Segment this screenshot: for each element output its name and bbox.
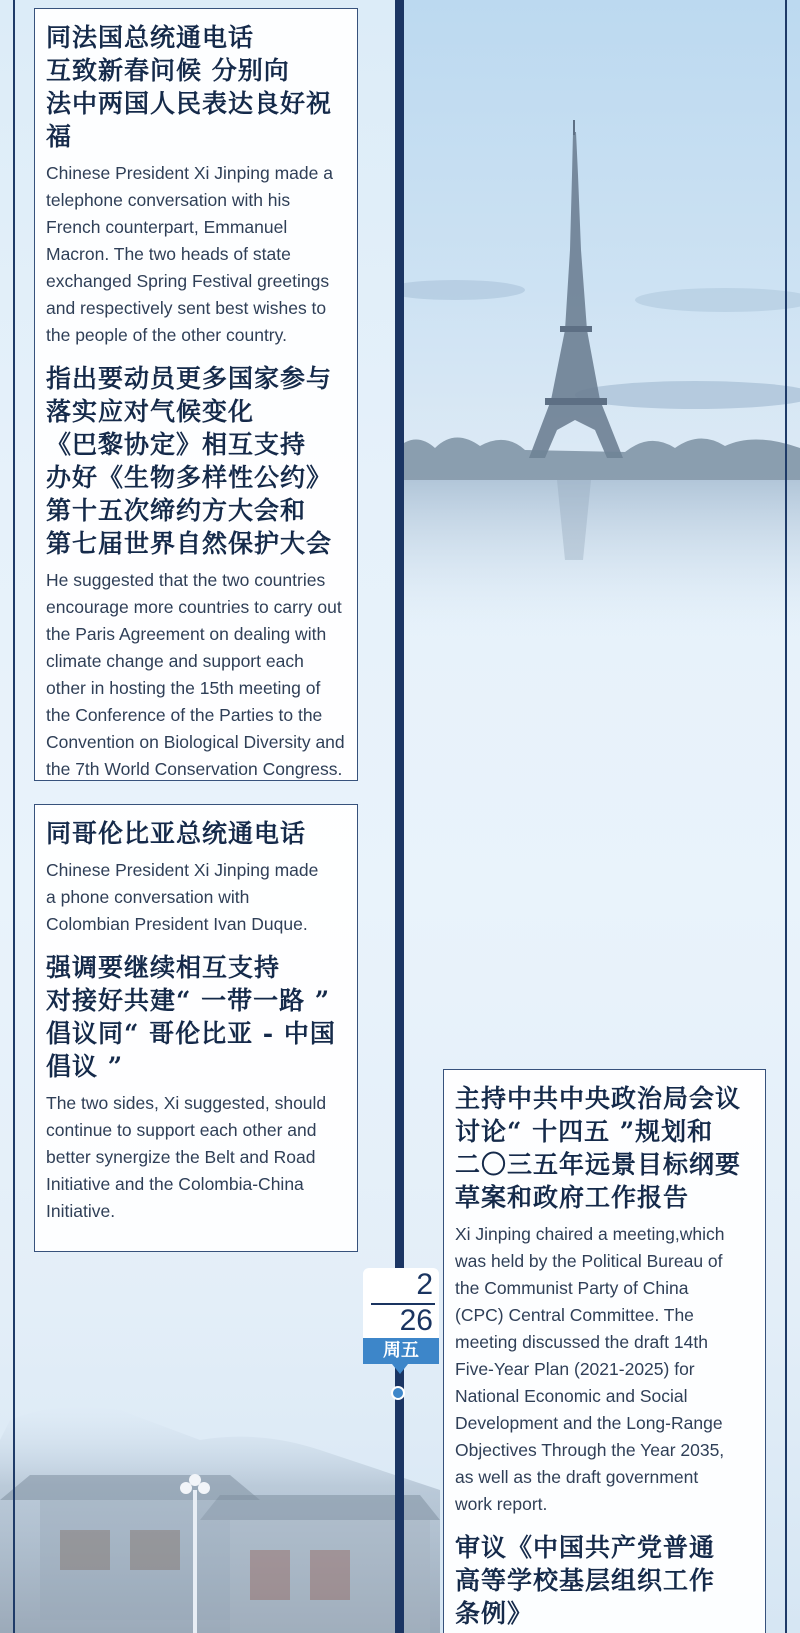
card-2-subhead-cn: 强调要继续相互支持 对接好共建“ 一带一路 ” 倡议同“ 哥伦比亚 - 中国 倡议 ” (46, 953, 336, 1081)
eiffel-tower-background (395, 0, 800, 640)
right-border-line (785, 0, 787, 1633)
card-3-headline-cn: 主持中共中央政治局会议 讨论“ 十四五 ”规划和 二〇三五年远景目标纲要 草案和政府工作报告 (455, 1084, 742, 1212)
event-card-france-call (34, 8, 358, 781)
date-month: 2 (416, 1268, 433, 1301)
date-weekday-badge: 周五 (363, 1338, 439, 1364)
card-2-detail-en: The two sides, Xi suggested, should continue to support each other and better synergize the Belt and Road Initiative and the Colombia-China Initiative. (46, 1093, 327, 1221)
card-1-summary-en: Chinese President Xi Jinping made a telephone conversation with his French counterpart, Emmanuel Macron. The two heads of state exchanged Spring Festival greetings and respectively sent best wishes to the people of the other country. (46, 163, 333, 345)
card-2-summary-en: Chinese President Xi Jinping made a phone conversation with Colombian President Ivan Duque. (46, 860, 319, 934)
eiffel-tower-icon (395, 0, 800, 640)
left-border-line (13, 0, 15, 1633)
date-day: 26 (399, 1304, 433, 1337)
card-3-subhead-cn: 审议《中国共产党普通 高等学校基层组织工作 条例》 (455, 1533, 716, 1628)
card-1-detail-en: He suggested that the two countries encourage more countries to carry out the Paris Agreement on dealing with climate change and support each other in hosting the 15th meeting of the Conference of the Parties to the Convention on Biological Diversity and the 7th World Conservation Congress. (46, 570, 345, 779)
chinese-architecture-background (0, 1380, 440, 1633)
date-pointer-arrow-icon (392, 1364, 408, 1374)
event-card-politburo-meeting (443, 1069, 766, 1633)
timeline-node-dot-icon (391, 1386, 405, 1400)
event-card-colombia-call (34, 804, 358, 1252)
card-2-headline-cn: 同哥伦比亚总统通电话 (46, 819, 307, 848)
date-marker (363, 1268, 439, 1364)
card-1-subhead-cn: 指出要动员更多国家参与 落实应对气候变化 《巴黎协定》相互支持 办好《生物多样性公约》 第十五次缔约方大会和 第七届世界自然保护大会 (46, 364, 333, 558)
palace-building-icon (0, 1380, 440, 1633)
date-card (363, 1268, 439, 1338)
card-3-summary-en: Xi Jinping chaired a meeting,which was held by the Political Bureau of the Communist Party of China (CPC) Central Committee. The meeting discussed the draft 14th Five-Year Plan (2021-2025) for National Economic and Social Development and the Long-Range Objectives Through the Year 2035, as well as the draft government work report. (455, 1224, 725, 1514)
card-1-headline-cn: 同法国总统通电话 互致新春问候 分别向 法中两国人民表达良好祝福 (46, 23, 333, 151)
